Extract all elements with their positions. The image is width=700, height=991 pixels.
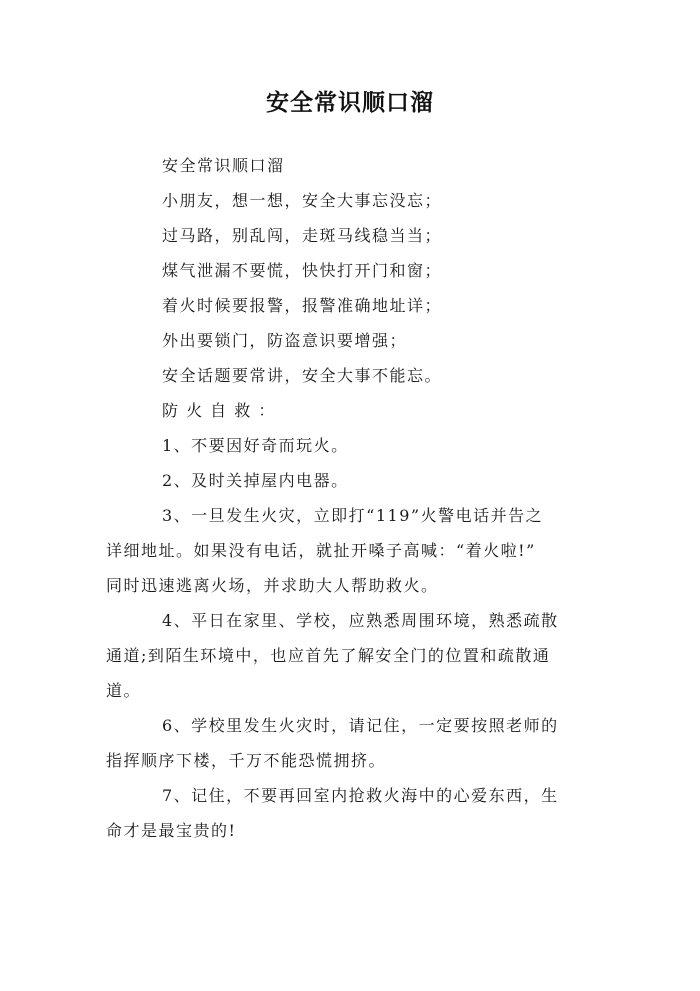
text-line: 小朋友，想一想，安全大事忘没忘； xyxy=(162,191,443,210)
paragraph-line: 详细地址。如果没有电话，就扯开嗓子高喊：“着火啦!” xyxy=(106,541,536,560)
paragraph xyxy=(106,708,592,778)
text-line: 安全话题要常讲，安全大事不能忘。 xyxy=(162,366,443,385)
paragraph-first-line: 6、学校里发生火灾时，请记住，一定要按照老师的 xyxy=(162,716,559,735)
text-line: 安全常识顺口溜 xyxy=(162,156,285,175)
paragraph-line: 道。 xyxy=(106,681,142,700)
text-line: 煤气泄漏不要慌，快快打开门和窗； xyxy=(162,261,443,280)
document-body xyxy=(106,148,592,848)
paragraph xyxy=(106,603,592,708)
text-line: 1、不要因好奇而玩火。 xyxy=(162,436,349,455)
text-line: 过马路，别乱闯，走斑马线稳当当； xyxy=(162,226,443,245)
paragraph xyxy=(106,498,592,603)
paragraph-line: 指挥顺序下楼，千万不能恐慌拥挤。 xyxy=(106,751,387,770)
paragraph-line: 同时迅速逃离火场，并求助大人帮助救火。 xyxy=(106,576,439,595)
text-line: 外出要锁门，防盗意识要增强； xyxy=(162,331,408,350)
paragraph-first-line: 7、记住，不要再回室内抢救火海中的心爱东西，生 xyxy=(162,786,559,805)
section-heading: 防 火 自 救 ： xyxy=(162,401,276,420)
paragraph-first-line: 3、一旦发生火灾，立即打“119”火警电话并告之 xyxy=(162,506,544,525)
paragraph xyxy=(106,778,592,848)
paragraph-first-line: 4、平日在家里、学校，应熟悉周围环境，熟悉疏散 xyxy=(162,611,559,630)
paragraph-line: 通道;到陌生环境中，也应首先了解安全门的位置和疏散通 xyxy=(106,646,551,665)
text-line: 着火时候要报警，报警准确地址详； xyxy=(162,296,443,315)
text-line: 2、及时关掉屋内电器。 xyxy=(162,471,349,490)
paragraph-line: 命才是最宝贵的! xyxy=(106,821,237,840)
document-title: 安全常识顺口溜 xyxy=(266,90,434,116)
